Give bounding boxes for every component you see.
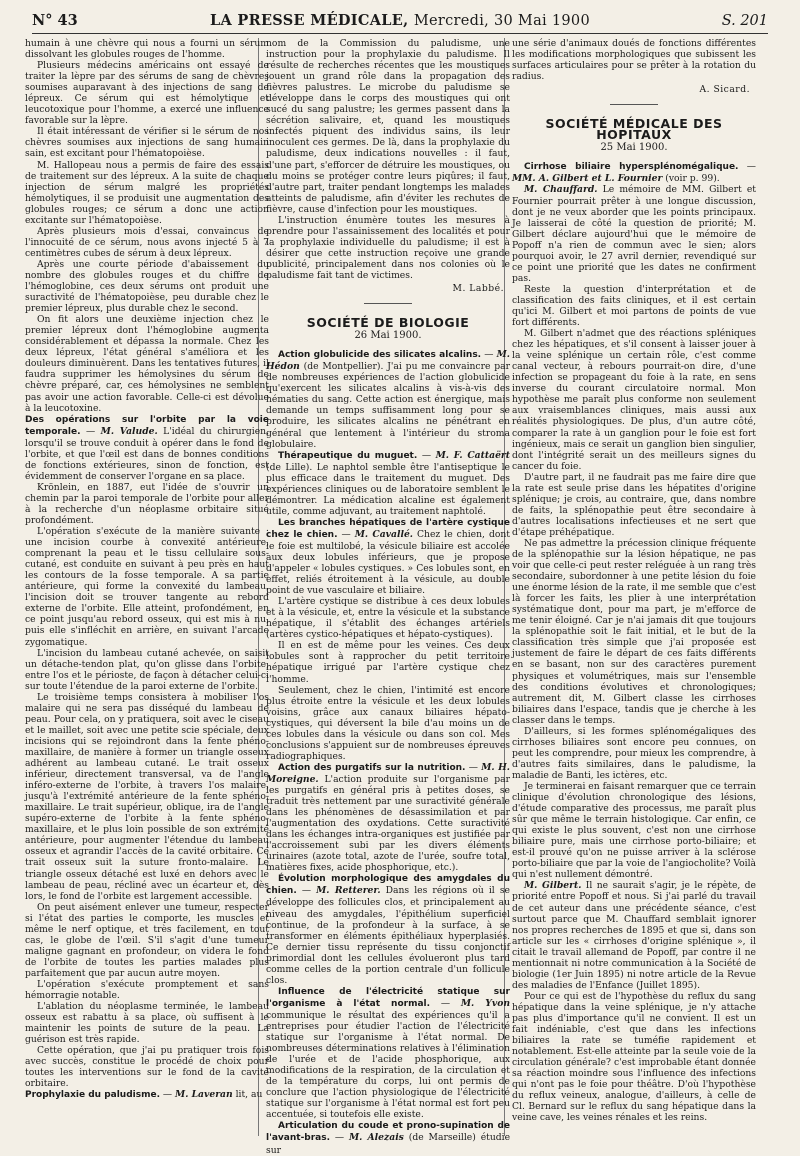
article-author: M. Alezais bbox=[349, 1132, 404, 1144]
paragraph: D'autre part, il ne faudrait pas me faire dire que la rate est seule prise dans les hépatites d'origine splénique; je crois, au contraire, que, dans nombre de faits, la splénopathie peut être secondaire à d'autres localisations infectieuses et ne sert que d'étape préhépatique. bbox=[512, 471, 756, 538]
issue-date: Mercredi, 30 Mai 1900 bbox=[413, 13, 590, 29]
article-lead: Les branches hépatiques de l'artère cystique chez le chien. — M. Cavallé. Chez le chien, dont le foie est multilobé, la vésicule biliaire est accolée aux deux lobules inférieurs, que je propose d'appeler « lobules cystiques. » Ces lobules sont, en effet, reliés étroitement à la vésicule, au double point de vue vasculaire et biliaire. bbox=[266, 517, 510, 597]
paragraph: L'ablation du néoplasme terminée, le lambeau osseux est rabattu à sa place, où suffisent à le maintenir les points de suture de la peau. La guérison est très rapide. bbox=[25, 1001, 269, 1046]
paragraph: J'ai pu me convaincre par de nombreuses expériences de l'action globulicide qu'exercent les silicates alcalins à vis-à-vis des hématies du sang. Cette action est énergique, mais demande un temps suffisamment long pour se produire, les silicates alcalins ne pénétrant en général que lentement à l'intérieur du stroma globulaire. bbox=[266, 361, 510, 450]
article-lead: Action des purgatifs sur la nutrition. — M. H. Moreigne. L'action produite sur l'organisme par les purgatifs en général pris à petites doses, se traduit très nettement par une suractivité générale dans les phénomènes de désassimilation et par l'augmentation des oxydations. Cette suractivité dans les échanges intra-organiques est justifiée par l'accroissement subi par les divers éléments urinaires (azote total, azote de l'urée, soufre total, matières fixes, acide phosphorique, etc.). bbox=[266, 761, 510, 874]
paragraph: On fit alors une deuxième injection chez le premier lépreux dont l'hémoglobine augmenta considérablement et dépassa la normale. Chez les deux lépreux, l'état général s'améliora et les douleurs diminuèrent. Dans les tentatives futures, il faudra supprimer les hémolysines du sérum de chèvre préparé, car, ces hémolysines ne semblent pas avoir une action favorable. Celle-ci est dévolue à la leucotoxine. bbox=[25, 314, 269, 414]
paragraph: humain à une chèvre qui nous a fourni un sérum dissolvant les globules rouges de l'homme. bbox=[25, 38, 269, 61]
article-author: M. Hédon bbox=[266, 349, 510, 373]
article-title: Thérapeutique du muguet. bbox=[278, 450, 418, 461]
article-lead: Évolution morphologique des amygdales du chien. — M. Retterer. Dans les régions où il se développe des follicules clos, et principalement au niveau des amygdales, l'épithélium superficiel continue, de la profondeur à la surface, à se transformer en éléments épithéliaux hyperplasiés. Ce dernier tissu représente du tissu conjonctif primordial dont les cellules évolueront plus tard comme celles de la portion centrale d'un follicule clos. bbox=[266, 874, 510, 986]
paragraph: Il ne saurait s'agir, je le répète, de priorité entre Popoff et nous. Si j'ai parlé du travail de cet auteur dans une précédente séance, c'est surtout parce que M. Chauffard semblait ignorer nos propres recherches de 1895 et que si, dans son article sur les « cirrhoses d'origine splénique », il citait le travail allemand de Popoff, par contre il ne mentionnait ni notre communication à la Société de biologie (1er Juin 1895) ni notre article de la Revue des maladies de l'Enfance (Juillet 1895). bbox=[512, 880, 756, 991]
paragraph: nom de la Commission du paludisme, une instruction pour la prophylaxie du paludisme. Il résulte de recherches récentes que les moustiques jouent un grand rôle dans la propagation des fièvres palustres. Le microbe du paludisme se développe dans le corps des moustiques qui ont sucé du sang palustre; les germes passent dans la sécrétion salivaire, et, quand les moustiques infectés piquent des individus sains, ils leur inoculent ces germes. De là, dans la prophylaxie du paludisme, deux indications nouvelles : il faut, d'une part, s'efforcer de détruire les moustiques, ou du moins se protéger contre leurs piqûres; il faut, d'autre part, traiter pendant longtemps les malades atteints de paludisme, afin d'éviter les rechutes de fièvre, cause d'infection pour les moustiques. bbox=[266, 38, 510, 215]
paragraph: On peut aisément enlever une tumeur, respecter si l'état des parties le comporte, les muscles et même le nerf optique, et très facilement, en tout cas, le globe de l'œil. S'il s'agit d'une tumeur maligne gagnant en profondeur, on videra le fond de l'orbite de toutes les parties malades plus parfaitement que par aucun autre moyen. bbox=[25, 901, 269, 979]
signature-name: A. Sicard. bbox=[699, 84, 750, 96]
article-lead: Cirrhose biliaire hypersplénomégalique. — MM. A. Gilbert et L. Fournier (voir p. 99). bbox=[512, 161, 756, 185]
article-author: M. H. Moreigne. bbox=[266, 761, 510, 785]
discussion-paragraph bbox=[512, 880, 756, 990]
paragraph: L'idéal du chirurgien, lorsqu'il se trouve conduit à opérer dans le fond de l'orbite, et que l'œil est dans de bonnes conditions de fonctions extérieures, sinon de fonction, est évidemment de conserver l'organe en sa place. bbox=[25, 425, 269, 482]
article-lead: Action globulicide des silicates alcalins. — M. Hédon (de Montpellier). J'ai pu me convaincre par de nombreuses expériences de l'action globulicide qu'exercent les silicates alcalins à vis-à-vis des hématies du sang. Cette action est énergique, mais demande un temps suffisamment long pour se produire, les silicates alcalins ne pénétrant en général que lentement à l'intérieur du stroma globulaire. bbox=[266, 349, 510, 450]
signature-name: M. Labbé. bbox=[452, 283, 504, 295]
article-title: Des opérations sur l'orbite par la voie temporale. bbox=[25, 414, 269, 437]
paragraph: M. Gilbert n'admet que des réactions spléniques chez les hépatiques, et s'il consent à laisser jouer à la veine splénique un certain rôle, c'est comme canal vecteur, à rebours pourrait-on dire, d'une infection se propageant du foie à la rate, en sens inverse du courant circulatoire normal. Mon hypothèse me paraît plus conforme non seulement aux vraisemblances cliniques, mais aussi aux réalités physiologiques. De plus, d'un autre côté, comparer la rate à un ganglion pour le foie est fort ingénieux, mais ce serait un ganglion bien singulier, dont l'intégrité serait un des meilleurs signes du cancer du foie. bbox=[512, 328, 756, 472]
section-separator bbox=[610, 104, 658, 105]
column-middle bbox=[266, 38, 511, 1156]
paragraph: Le troisième temps consistera à mobiliser l'os malaire qui ne sera pas disséqué du lambeau de peau. Pour cela, on y pratiquera, soit avec le ciseau et le maillet, soit avec une petite scie spéciale, deux incisions qui se rejoindront dans la fente phéno-maxillaire, de manière à former un triangle osseux adhérent au lambeau cutané. Le trait osseux inférieur, directement transversal, va de l'angle inféro-externe de l'orbite, à travers l'os malaire, jusqu'à l'extrémité antérieure de la fente sphéno-maxillaire. Le trait supérieur, oblique, ira de l'angle supéro-externe de l'orbite à la fente sphéno-maxillaire, et le plus loin possible de son extrémité antérieure, pour augmenter l'étendue du lambeau osseux et agrandir l'accès de la cavité orbitaire. Ce trait osseux suit la suture fronto-malaire. Le triangle osseux détaché est luxé en dehors avec le lambeau de peau, récliné avec un écarteur et, dès lors, le fond de l'orbite est largement accessible. bbox=[25, 691, 269, 902]
paragraph: communique le résultat des expériences qu'il a entreprises pour étudier l'action de l'électricité statique sur l'organisme à l'état normal. De nombreuses déterminations relatives à l'élimination de l'urée et de l'acide phosphorique, aux modifications de la respiration, de la circulation et de la température du corps, lui ont permis de conclure que l'action physiologique de l'électricité statique sur l'organisme à l'état normal est fort peu accentuée, si toutefois elle existe. bbox=[266, 1009, 510, 1121]
paragraph: L'instruction énumère toutes les mesures à prendre pour l'assainissement des localités et pour la prophylaxie individuelle du paludisme; il est à désirer que cette instruction reçoive une grande publicité, principalement dans nos colonies où le paludisme fait tant de victimes. bbox=[266, 214, 510, 281]
paragraph: Ne pas admettre la précession clinique fréquente de la splénopathie sur la lésion hépatique, ne pas voir que celle-ci peut rester reléguée à un rang très secondaire, subordonner à une petite lésion du foie une énorme lésion de la rate, il me semble que c'est là forcer les faits, les plier à une interprétation systématique dont, pour ma part, je m'efforce de me tenir éloigné. Car je n'ai jamais dit que toujours la splénopathie soit le fait initial, et le but de la classification très simple que j'ai proposée est justement de faire le départ de ces faits différents en se basant, non sur des caractères purement physiques et volumétriques, mais sur l'ensemble des conditions évolutives et chronologiques; autrement dit, M. Gilbert classe les cirrhoses biliaires dans l'espace, tandis que je cherche à les classer dans le temps. bbox=[512, 537, 756, 726]
article-author: M. Cavallé. bbox=[354, 528, 413, 540]
article-author: M. Yvon bbox=[460, 997, 510, 1009]
article-title: Action globulicide des silicates alcalins. bbox=[278, 350, 482, 361]
session-date: 26 Mai 1900. bbox=[354, 330, 422, 342]
journal-title bbox=[142, 10, 658, 32]
signature bbox=[266, 283, 504, 294]
speaker-name: M. Gilbert. bbox=[524, 880, 582, 892]
article-title: Articulation du coude et prono-supination de l'avant-bras. bbox=[266, 1121, 510, 1144]
article-lead: Prophylaxie du paludisme. — M. Laveran lit, au bbox=[25, 1089, 263, 1101]
paragraph: L'incision du lambeau cutané achevée, on saisit un détache-tendon plat, qu'on glisse dans l'orbite, entre l'os et le périoste, de façon à détacher celui-ci sur toute l'étendue de la paroi externe de l'orbite. bbox=[25, 647, 269, 692]
article-title: Évolution morphologique des amygdales du chien. bbox=[266, 874, 510, 897]
paragraph: Je terminerai en faisant remarquer que ce terrain clinique d'évolution chronologique des lésions, d'étude comparative des processus, me paraît plus sûr que même le terrain histologique. Car enfin, ce qui existe le plus souvent, c'est non une cirrhose biliaire pure, mais une cirrhose porto-biliaire; et est-il prouvé qu'on ne puisse arriver à la sclérose porto-biliaire que par la voie de l'angiocholite? Voilà qui n'est nullement démontré. bbox=[512, 781, 756, 881]
paragraph: M. Hallopeau nous a permis de faire des essais de traitement sur des lépreux. A la suite de chaque injection de sérum malgré les propriétés hémolytiques, il se produisit une augmentation des globules rouges; ce sérum a donc une action excitante sur l'hématopoièse. bbox=[25, 159, 269, 226]
issue-number: N° 43 bbox=[32, 12, 78, 29]
paragraph: L'artère cystique se distribue à ces deux lobules et à la vésicule, et, entre la vésicule et la substance hépatique, il s'établit des échanges artériels (artères cystico-hépatiques et hépato-cystiques). bbox=[266, 596, 510, 641]
article-author: M. F. Cattaërt bbox=[435, 449, 510, 461]
article-author: M. Laveran bbox=[175, 1089, 233, 1101]
paragraph: Le naphtol semble être l'antiseptique le plus efficace dans le traitement du muguet. Des expériences cliniques ou de laboratoire semblent le démontrer. La médication alcaline est également utile, comme adjuvant, au traitement naphtolé. bbox=[266, 461, 510, 517]
running-head bbox=[32, 9, 768, 34]
discussion-paragraph bbox=[512, 184, 756, 283]
paragraph: lit, au bbox=[235, 1089, 263, 1101]
signature bbox=[512, 84, 750, 95]
paragraph: Dans les régions où il se développe des follicules clos, et principalement au niveau des amygdales, l'épithélium superficiel continue, de la profondeur à la surface, à se transformer en éléments épithéliaux hyperplasiés. Ce dernier tissu représente du tissu conjonctif primordial dont les cellules évolueront plus tard comme celles de la portion centrale d'un follicule clos. bbox=[266, 885, 510, 986]
article-lead: Des opérations sur l'orbite par la voie temporale. — M. Valude. L'idéal du chirurgien, lorsqu'il se trouve conduit à opérer dans le fond de l'orbite, et que l'œil est dans de bonnes conditions de fonctions extérieures, sinon de fonction, est évidemment de conserver l'organe en sa place. bbox=[25, 414, 269, 482]
session-date: 25 Mai 1900. bbox=[600, 142, 668, 154]
article-title: Les branches hépatiques de l'artère cystique chez le chien. bbox=[266, 517, 510, 540]
paragraph: une série d'animaux doués de fonctions différentes les modifications morphologiques que subissent les surfaces articulaires pour se prêter à la rotation du radius. bbox=[512, 38, 756, 83]
paragraph: D'ailleurs, si les formes splénomégaliques des cirrhoses biliaires sont encore peu connues, on peut les comprendre, pour mieux les comprendre, à d'autres faits similaires, dans le paludisme, la maladie de Banti, les ictères, etc. bbox=[512, 725, 756, 781]
page-number: S. 201 bbox=[721, 13, 768, 29]
section-separator bbox=[364, 303, 412, 304]
article-lead: Thérapeutique du muguet. — M. F. Cattaërt (de Lille). Le naphtol semble être l'antiseptique le plus efficace dans le traitement du muguet. Des expériences cliniques ou de laboratoire semblent le démontrer. La médication alcaline est également utile, comme adjuvant, au traitement naphtolé. bbox=[266, 449, 510, 517]
article-author: M. Retterer. bbox=[316, 885, 381, 897]
section-heading: SOCIÉTÉ DE BIOLOGIE bbox=[306, 315, 470, 331]
article-title: Action des purgatifs sur la nutrition. bbox=[278, 762, 466, 773]
paragraph: Après une courte période d'abaissement du nombre des globules rouges et du chiffre de l'hémoglobine, ces deux sérums ont produit une suractivité de l'hématopoièse, peu durable chez le premier lépreux, plus durable chez le second. bbox=[25, 258, 269, 315]
article-author: M. Valude. bbox=[100, 425, 158, 437]
article-lead: Articulation du coude et prono-supination de l'avant-bras. — M. Alezais (de Marseille) étudie sur bbox=[266, 1121, 511, 1156]
paragraph: L'opération s'exécute de la manière suivante : une incision courbe à convexité antérieure, comprenant la peau et le tissu cellulaire sous-cutané, est conduite en suivant à peu près en haut les contours de la fosse temporale. A sa partie antérieure, qui forme la convexité du lambeau, l'incision doit se trouver tangente au rebord externe de l'orbite. Elle atteint, profondément, en ce point jusqu'au rebord osseux, qui est mis à nu, puis elle s'infléchit en arrière, en suivant l'arcade zygomatique. bbox=[25, 526, 269, 648]
paragraph: Seulement, chez le chien, l'intimité est encore plus étroite entre la vésicule et les deux lobules voisins, grâce aux canaux biliaires hépato-cystiques, qui déversent la bile d'au moins un de ces lobules dans la vésicule ou dans son col. Mes conclusions s'appuient sur de nombreuses épreuves radiographiques. bbox=[266, 684, 510, 762]
author-origin: (de Lille). bbox=[266, 461, 313, 473]
speaker-name: M. Chauffard. bbox=[524, 184, 598, 196]
column-left bbox=[25, 38, 269, 1138]
paragraph: Krönlein, en 1887, eut l'idée de s'ouvrir un chemin par la paroi temporale de l'orbite pour aller à la recherche d'un néoplasme orbitaire situé profondément. bbox=[25, 481, 269, 527]
paragraph: Pour ce qui est de l'hypothèse du reflux du sang hépatique dans la veine splénique, je n'y attache pas plus d'importance qu'il ne convient. Il est un fait indéniable, c'est que dans les infections biliaires la rate se tuméfie rapidement et notablement. Est-elle atteinte par la seule voie de la circulation générale? c'est improbable étant donnée sa réaction moindre sous l'influence des infections qui n'ont pas le foie pour théâtre. D'où l'hypothèse du reflux veineux, analogue, d'ailleurs, à celle de Cl. Bernard sur le reflux du sang hépatique dans la veine cave, les veines rénales et les reins. bbox=[512, 990, 756, 1124]
paragraph: Chez le chien, dont le foie est multilobé, la vésicule biliaire est accolée aux deux lobules inférieurs, que je propose d'appeler « lobules cystiques. » Ces lobules sont, en effet, reliés étroitement à la vésicule, au double point de vue vasculaire et biliaire. bbox=[266, 528, 510, 597]
paragraph: (de Marseille) étudie sur bbox=[266, 1132, 511, 1156]
paragraph: Il en est de même pour les veines. Ces deux lobules sont à rapprocher du petit territoire hépatique irrigué par l'artère cystique chez l'homme. bbox=[266, 640, 510, 685]
paragraph: Il était intéressant de vérifier si le sérum de nos chèvres soumises aux injections de sang humain sain, est excitant pour l'hématopoièse. bbox=[25, 126, 269, 160]
paragraph: Après plusieurs mois d'essai, convaincus de l'innocuité de ce sérum, nous avons injecté 5 à 7 centimètres cubes de sérum à deux lépreux. bbox=[25, 225, 269, 259]
cross-reference: (voir p. 99). bbox=[665, 173, 720, 185]
author-origin: (de Montpellier). bbox=[303, 361, 384, 373]
column-right bbox=[512, 38, 756, 1138]
article-author: MM. A. Gilbert et L. Fournier bbox=[512, 173, 663, 185]
article-title: Prophylaxie du paludisme. bbox=[25, 1090, 160, 1101]
paragraph: Reste la question d'interprétation et de classification des faits cliniques, et il est certain qu'ici M. Gilbert et moi partons de points de vue fort différents. bbox=[512, 283, 756, 329]
paragraph: L'opération s'exécute promptement et sans hémorragie notable. bbox=[25, 978, 269, 1002]
article-title: Influence de l'électricité statique sur l'organisme à l'état normal. bbox=[266, 986, 510, 1009]
article-title: Cirrhose biliaire hypersplénomégalique. bbox=[524, 162, 739, 173]
paragraph: Cette opération, que j'ai pu pratiquer trois fois avec succès, constitue le procédé de choix pour toutes les interventions sur le fond de la cavité orbitaire. bbox=[25, 1045, 269, 1090]
paragraph: Plusieurs médecins américains ont essayé de traiter la lèpre par des sérums de sang de chèvres soumises auparavant à des injections de sang de lépreux. Ce sérum qui est hémolytique et leucotoxique pour l'homme, a exercé une influence favorable sur la lèpre. bbox=[25, 60, 269, 127]
paragraph: L'action produite sur l'organisme par les purgatifs en général pris à petites doses, se traduit très nettement par une suractivité générale dans les phénomènes de désassimilation et par l'augmentation des oxydations. Cette suractivité dans les échanges intra-organiques est justifiée par l'accroissement subi par les divers éléments urinaires (azote total, azote de l'urée, soufre total, matières fixes, acide phosphorique, etc.). bbox=[266, 773, 510, 874]
paragraph: Le mémoire de MM. Gilbert et Fournier pourrait prêter à une longue discussion, dont je ne veux aborder que les points principaux. Je laisserai de côté la question de priorité; M. Gilbert déclare aujourd'hui que le mémoire de Popoff n'a rien de commun avec le sien; alors pourquoi avoir, le 27 avril dernier, revendiqué sur ce point une priorité que les dates ne confirment pas. bbox=[512, 184, 756, 284]
journal-name: LA PRESSE MÉDICALE, bbox=[210, 12, 409, 29]
article-lead: Influence de l'électricité statique sur l'organisme à l'état normal. — M. Yvon communique le résultat des expériences qu'il a entreprises pour étudier l'action de l'électricité statique sur l'organisme à l'état normal. De nombreuses déterminations relatives à l'élimination de l'urée et de l'acide phosphorique, aux modifications de la respiration, de la circulation et de la température du corps, lui ont permis de conclure que l'action physiologique de l'électricité statique sur l'organisme à l'état normal est fort peu accentuée, si toutefois elle existe. bbox=[266, 986, 510, 1121]
section-heading: SOCIÉTÉ MÉDICALE DES HOPITAUX bbox=[545, 116, 723, 143]
